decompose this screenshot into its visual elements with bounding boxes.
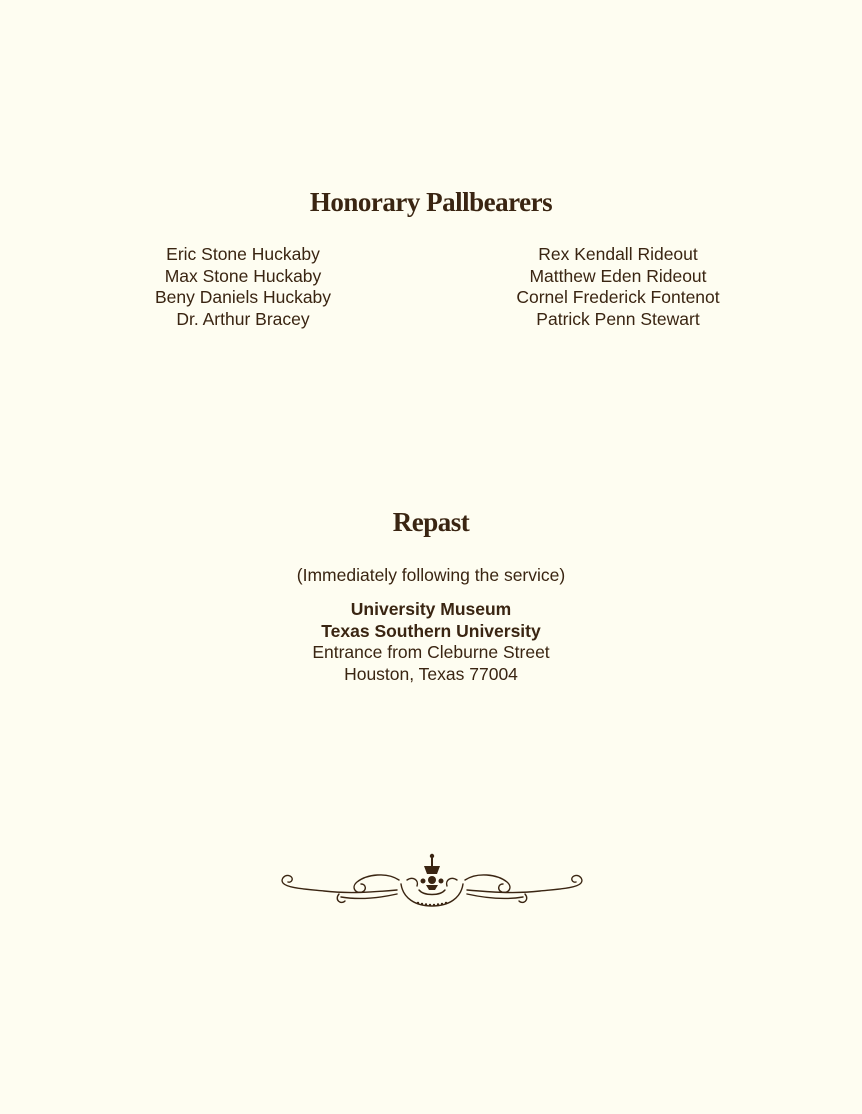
repast-timing-note: (Immediately following the service) [296,565,566,585]
pallbearer-name: Beny Daniels Huckaby [154,287,332,308]
pallbearers-right-column [468,244,768,331]
pallbearer-name: Rex Kendall Rideout [538,244,698,264]
pallbearer-name: Patrick Penn Stewart [536,309,700,330]
pallbearer-name: Matthew Eden Rideout [529,265,707,286]
entrance-line: Entrance from Cleburne Street [312,642,550,663]
institution-name: Texas Southern University [321,620,541,641]
repast-address [0,599,862,686]
city-line: Houston, Texas 77004 [344,664,518,685]
pallbearer-name: Cornel Frederick Fontenot [516,287,720,308]
venue-name: University Museum [350,599,512,619]
pallbearers-left-column [93,244,393,331]
repast-heading: Repast [392,507,470,537]
pallbearers-heading: Honorary Pallbearers [309,187,553,217]
pallbearer-name: Max Stone Huckaby [164,265,322,286]
pallbearer-name: Eric Stone Huckaby [166,244,320,264]
pallbearer-name: Dr. Arthur Bracey [176,309,310,330]
scroll-flourish-ornament-icon [279,850,585,914]
